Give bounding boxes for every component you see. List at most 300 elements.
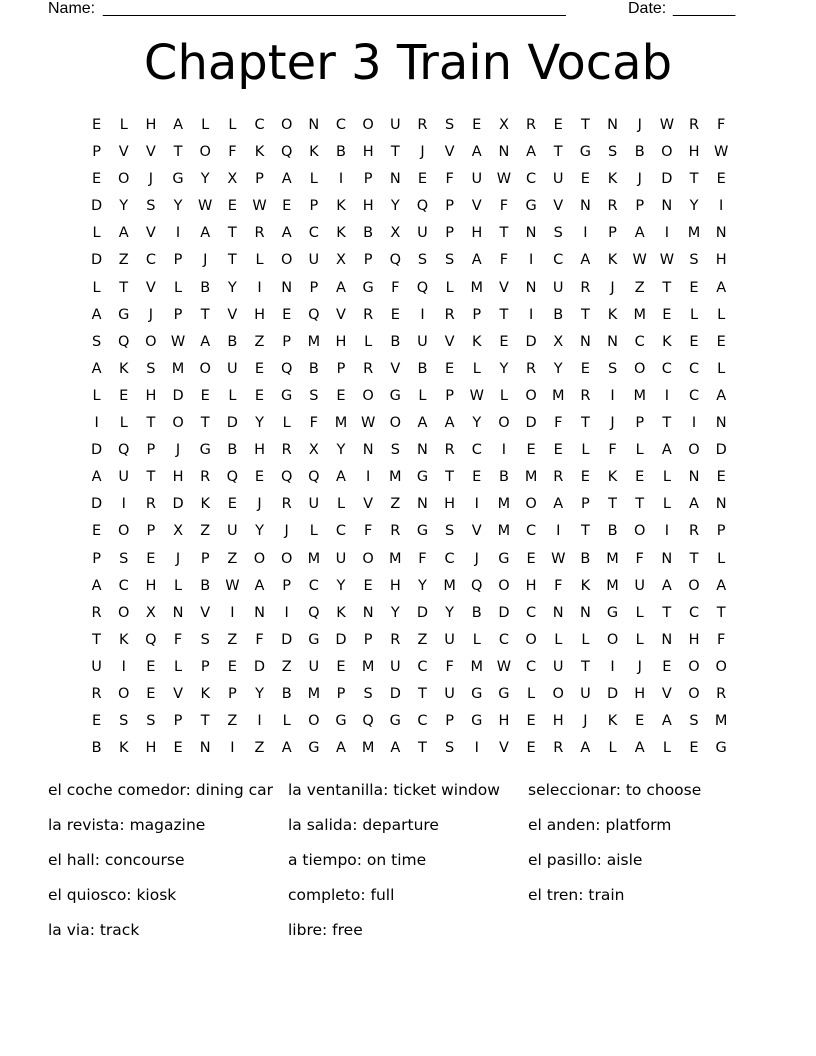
grid-letter[interactable]: X [145, 604, 156, 621]
grid-letter[interactable]: P [608, 225, 617, 242]
grid-letter[interactable]: U [308, 658, 320, 675]
grid-letter[interactable]: O [525, 387, 537, 404]
grid-letter[interactable]: L [174, 658, 183, 675]
grid-letter[interactable]: B [200, 279, 211, 296]
grid-letter[interactable]: P [92, 550, 101, 567]
grid-letter[interactable]: P [146, 523, 156, 540]
grid-letter[interactable]: M [307, 550, 321, 567]
grid-letter[interactable]: J [583, 713, 588, 730]
grid-letter[interactable]: F [309, 415, 318, 432]
grid-letter[interactable]: M [171, 360, 185, 377]
grid-letter[interactable]: L [635, 604, 644, 621]
grid-letter[interactable]: Q [308, 306, 320, 323]
grid-letter[interactable]: I [610, 387, 615, 404]
grid-letter[interactable]: E [689, 333, 699, 350]
grid-letter[interactable]: G [308, 740, 320, 757]
grid-letter[interactable]: A [444, 415, 455, 432]
grid-letter[interactable]: B [281, 685, 292, 702]
grid-letter[interactable]: G [362, 279, 374, 296]
grid-letter[interactable]: E [526, 442, 536, 459]
grid-letter[interactable]: Y [255, 523, 264, 540]
grid-letter[interactable]: I [94, 415, 99, 432]
grid-letter[interactable]: L [527, 685, 536, 702]
grid-letter[interactable]: T [146, 415, 156, 432]
grid-letter[interactable]: O [552, 685, 564, 702]
grid-letter[interactable]: O [199, 144, 211, 161]
grid-letter[interactable]: O [688, 442, 700, 459]
grid-letter[interactable]: R [145, 496, 156, 513]
grid-letter[interactable]: W [360, 415, 376, 432]
grid-letter[interactable]: A [661, 442, 672, 459]
grid-letter[interactable]: E [662, 658, 672, 675]
grid-letter[interactable]: H [444, 496, 456, 513]
grid-letter[interactable]: L [608, 740, 617, 757]
grid-letter[interactable]: E [662, 306, 672, 323]
grid-letter[interactable]: O [688, 577, 700, 594]
grid-letter[interactable]: N [417, 496, 428, 513]
grid-letter[interactable]: O [633, 523, 646, 540]
grid-letter[interactable]: N [579, 198, 591, 215]
grid-letter[interactable]: O [661, 144, 673, 161]
grid-letter[interactable]: R [444, 442, 455, 459]
grid-letter[interactable]: V [145, 225, 156, 242]
grid-letter[interactable]: O [525, 631, 537, 648]
grid-letter[interactable]: A [689, 496, 699, 513]
grid-letter[interactable]: T [580, 415, 590, 432]
grid-letter[interactable]: U [444, 631, 455, 648]
grid-letter[interactable]: K [336, 198, 346, 215]
grid-letter[interactable]: H [715, 252, 727, 269]
grid-letter[interactable]: L [472, 360, 481, 377]
grid-letter[interactable]: T [227, 225, 237, 242]
grid-letter[interactable]: G [389, 713, 401, 730]
grid-letter[interactable]: C [335, 117, 347, 133]
grid-letter[interactable]: H [498, 713, 510, 730]
grid-letter[interactable]: A [661, 577, 672, 594]
grid-letter[interactable]: M [633, 306, 646, 323]
grid-letter[interactable]: N [552, 604, 564, 621]
grid-letter[interactable]: H [145, 387, 157, 404]
grid-letter[interactable]: N [254, 604, 265, 621]
grid-letter[interactable]: E [472, 469, 482, 486]
grid-letter[interactable]: O [688, 685, 700, 702]
grid-letter[interactable]: R [580, 387, 591, 404]
grid-letter[interactable]: Y [173, 198, 183, 215]
grid-letter[interactable]: N [607, 333, 618, 350]
grid-letter[interactable]: T [689, 550, 699, 567]
grid-letter[interactable]: V [498, 740, 509, 757]
grid-letter[interactable]: Y [445, 604, 455, 621]
grid-letter[interactable]: E [526, 550, 536, 567]
grid-letter[interactable]: V [227, 306, 238, 323]
grid-letter[interactable]: T [173, 144, 183, 161]
grid-letter[interactable]: F [717, 631, 726, 648]
grid-letter[interactable]: H [389, 577, 401, 594]
grid-letter[interactable]: Y [200, 171, 210, 188]
grid-letter[interactable]: V [200, 604, 211, 621]
grid-letter[interactable]: F [445, 658, 454, 675]
grid-letter[interactable]: Y [255, 415, 264, 432]
grid-letter[interactable]: T [580, 306, 590, 323]
grid-letter[interactable]: D [90, 442, 103, 459]
grid-letter[interactable]: A [281, 171, 292, 188]
grid-letter[interactable]: M [361, 740, 375, 757]
grid-letter[interactable]: G [498, 550, 510, 567]
grid-letter[interactable]: L [581, 631, 590, 648]
grid-letter[interactable]: R [688, 117, 700, 133]
grid-letter[interactable]: I [257, 713, 262, 730]
grid-letter[interactable]: S [445, 252, 455, 269]
grid-letter[interactable]: C [417, 658, 428, 675]
grid-letter[interactable]: N [199, 740, 211, 757]
grid-letter[interactable]: T [580, 523, 590, 540]
grid-letter[interactable]: M [470, 279, 484, 296]
grid-letter[interactable]: I [121, 496, 126, 513]
name-field-line[interactable]: ____________________________________________________ [103, 0, 566, 17]
grid-letter[interactable]: Q [389, 252, 401, 269]
grid-letter[interactable]: M [551, 387, 565, 404]
grid-letter[interactable]: U [417, 225, 428, 242]
grid-letter[interactable]: I [664, 225, 669, 242]
grid-letter[interactable]: L [418, 387, 427, 404]
grid-letter[interactable]: T [689, 171, 699, 188]
grid-letter[interactable]: U [552, 171, 564, 188]
grid-letter[interactable]: I [230, 604, 235, 621]
grid-letter[interactable]: B [498, 469, 509, 486]
grid-letter[interactable]: R [390, 523, 401, 540]
grid-letter[interactable]: T [119, 279, 129, 296]
grid-letter[interactable]: O [280, 550, 293, 567]
grid-letter[interactable]: A [661, 713, 672, 730]
grid-letter[interactable]: D [172, 496, 184, 513]
grid-letter[interactable]: R [91, 685, 102, 702]
grid-letter[interactable]: T [580, 117, 590, 133]
grid-letter[interactable]: E [580, 360, 590, 377]
grid-letter[interactable]: C [526, 171, 537, 188]
grid-letter[interactable]: V [118, 144, 129, 161]
grid-letter[interactable]: N [661, 631, 673, 648]
grid-letter[interactable]: N [579, 604, 591, 621]
grid-letter[interactable]: W [225, 577, 240, 594]
grid-letter[interactable]: V [471, 198, 482, 215]
grid-letter[interactable]: M [497, 496, 511, 513]
grid-letter[interactable]: A [254, 577, 265, 594]
grid-letter[interactable]: Q [145, 631, 157, 648]
grid-letter[interactable]: H [254, 306, 265, 323]
grid-letter[interactable]: E [580, 469, 590, 486]
grid-letter[interactable]: K [336, 604, 346, 621]
grid-letter[interactable]: C [471, 442, 482, 459]
grid-letter[interactable]: I [528, 252, 534, 269]
grid-letter[interactable]: R [363, 306, 374, 323]
grid-letter[interactable]: A [200, 225, 211, 242]
grid-letter[interactable]: U [552, 279, 564, 296]
grid-letter[interactable]: A [91, 306, 102, 323]
grid-letter[interactable]: H [335, 333, 347, 350]
grid-letter[interactable]: C [553, 252, 564, 269]
grid-letter[interactable]: U [118, 469, 130, 486]
grid-letter[interactable]: H [688, 631, 700, 648]
grid-letter[interactable]: N [661, 198, 673, 215]
grid-letter[interactable]: T [608, 496, 617, 513]
grid-letter[interactable]: N [362, 442, 374, 459]
grid-letter[interactable]: Z [227, 713, 238, 730]
grid-letter[interactable]: W [496, 658, 512, 675]
grid-letter[interactable]: L [499, 387, 508, 404]
grid-letter[interactable]: R [553, 740, 564, 757]
grid-letter[interactable]: T [662, 415, 672, 432]
grid-letter[interactable]: B [553, 306, 564, 323]
grid-letter[interactable]: E [146, 685, 156, 702]
grid-letter[interactable]: T [662, 279, 672, 296]
grid-letter[interactable]: E [553, 442, 563, 459]
grid-letter[interactable]: W [170, 333, 186, 350]
grid-letter[interactable]: D [498, 604, 510, 621]
grid-letter[interactable]: G [199, 442, 211, 459]
grid-letter[interactable]: M [524, 469, 538, 486]
grid-letter[interactable]: V [444, 144, 455, 161]
grid-letter[interactable]: T [580, 658, 590, 675]
grid-letter[interactable]: H [145, 577, 157, 594]
grid-letter[interactable]: F [554, 415, 563, 432]
grid-letter[interactable]: I [175, 225, 181, 242]
grid-letter[interactable]: E [689, 740, 699, 757]
grid-letter[interactable]: T [200, 306, 210, 323]
grid-letter[interactable]: K [472, 333, 482, 350]
grid-letter[interactable]: G [389, 387, 401, 404]
grid-letter[interactable]: D [281, 631, 293, 648]
grid-letter[interactable]: Y [119, 198, 129, 215]
grid-letter[interactable]: O [498, 577, 510, 594]
grid-letter[interactable]: T [390, 144, 400, 161]
grid-letter[interactable]: D [90, 252, 103, 269]
grid-letter[interactable]: E [445, 360, 455, 377]
grid-letter[interactable]: S [445, 740, 455, 757]
grid-letter[interactable]: A [173, 117, 183, 133]
grid-letter[interactable]: L [581, 442, 590, 459]
grid-letter[interactable]: P [200, 550, 210, 567]
grid-letter[interactable]: Q [118, 333, 130, 350]
grid-letter[interactable]: A [281, 225, 292, 242]
grid-letter[interactable]: T [553, 144, 563, 161]
grid-letter[interactable]: L [717, 550, 726, 567]
grid-letter[interactable]: A [716, 577, 727, 594]
grid-letter[interactable]: L [228, 387, 237, 404]
grid-letter[interactable]: M [361, 658, 375, 675]
grid-letter[interactable]: F [445, 171, 454, 188]
grid-letter[interactable]: B [471, 604, 482, 621]
grid-letter[interactable]: X [390, 225, 401, 242]
grid-letter[interactable]: N [525, 225, 537, 242]
grid-letter[interactable]: L [282, 713, 291, 730]
grid-letter[interactable]: S [689, 252, 699, 269]
grid-letter[interactable]: A [91, 469, 102, 486]
grid-letter[interactable]: L [445, 279, 454, 296]
grid-letter[interactable]: U [227, 523, 238, 540]
grid-letter[interactable]: U [552, 658, 564, 675]
grid-letter[interactable]: B [417, 360, 428, 377]
grid-letter[interactable]: D [525, 415, 537, 432]
grid-letter[interactable]: D [715, 442, 727, 459]
grid-letter[interactable]: P [336, 360, 346, 377]
grid-letter[interactable]: W [551, 550, 566, 567]
grid-letter[interactable]: A [716, 279, 727, 296]
grid-letter[interactable]: B [227, 442, 238, 459]
grid-letter[interactable]: L [282, 415, 291, 432]
grid-letter[interactable]: U [634, 577, 646, 594]
grid-letter[interactable]: O [199, 360, 211, 377]
grid-letter[interactable]: I [284, 604, 289, 621]
grid-letter[interactable]: R [553, 469, 564, 486]
grid-letter[interactable]: R [526, 360, 537, 377]
grid-letter[interactable]: A [634, 740, 645, 757]
grid-letter[interactable]: L [201, 117, 210, 133]
grid-letter[interactable]: L [662, 496, 671, 513]
grid-letter[interactable]: P [282, 577, 292, 594]
grid-letter[interactable]: O [362, 550, 374, 567]
grid-letter[interactable]: R [526, 117, 537, 133]
grid-letter[interactable]: A [336, 740, 346, 757]
grid-letter[interactable]: F [499, 252, 509, 269]
grid-letter[interactable]: B [580, 550, 591, 567]
grid-letter[interactable]: O [715, 658, 727, 675]
grid-letter[interactable]: N [661, 550, 673, 567]
grid-letter[interactable]: O [606, 631, 619, 648]
grid-letter[interactable]: V [471, 523, 482, 540]
grid-letter[interactable]: Z [254, 740, 265, 757]
grid-letter[interactable]: F [554, 577, 563, 594]
grid-letter[interactable]: O [633, 360, 646, 377]
grid-letter[interactable]: I [366, 469, 371, 486]
grid-letter[interactable]: Q [280, 469, 293, 486]
grid-letter[interactable]: J [637, 117, 642, 133]
grid-letter[interactable]: B [634, 144, 645, 161]
grid-letter[interactable]: N [172, 604, 184, 621]
grid-letter[interactable]: W [469, 387, 484, 404]
grid-letter[interactable]: Z [227, 631, 238, 648]
grid-letter[interactable]: K [607, 713, 618, 730]
grid-letter[interactable]: O [118, 523, 130, 540]
grid-letter[interactable]: O [280, 252, 293, 269]
grid-letter[interactable]: C [498, 631, 509, 648]
grid-letter[interactable]: P [445, 713, 454, 730]
grid-letter[interactable]: C [254, 117, 265, 133]
grid-letter[interactable]: L [92, 279, 101, 296]
grid-letter[interactable]: E [716, 469, 726, 486]
grid-letter[interactable]: S [363, 685, 373, 702]
grid-letter[interactable]: T [146, 469, 156, 486]
grid-letter[interactable]: F [608, 442, 617, 459]
grid-letter[interactable]: A [553, 496, 564, 513]
grid-letter[interactable]: G [606, 604, 619, 621]
grid-letter[interactable]: F [391, 279, 400, 296]
grid-letter[interactable]: V [661, 685, 672, 702]
grid-letter[interactable]: C [335, 523, 347, 540]
grid-letter[interactable]: S [200, 631, 210, 648]
grid-letter[interactable]: M [606, 550, 619, 567]
grid-letter[interactable]: X [227, 171, 238, 188]
grid-letter[interactable]: H [525, 577, 537, 594]
grid-letter[interactable]: G [471, 713, 483, 730]
grid-letter[interactable]: E [254, 360, 265, 377]
grid-letter[interactable]: W [659, 252, 675, 269]
grid-letter[interactable]: C [145, 252, 156, 269]
grid-letter[interactable]: Z [281, 658, 292, 675]
grid-letter[interactable]: P [200, 658, 210, 675]
grid-letter[interactable]: L [309, 171, 318, 188]
grid-letter[interactable]: J [148, 171, 154, 188]
grid-letter[interactable]: L [228, 117, 237, 133]
grid-letter[interactable]: A [580, 740, 591, 757]
grid-letter[interactable]: P [635, 198, 645, 215]
grid-letter[interactable]: P [309, 279, 319, 296]
grid-letter[interactable]: Y [336, 577, 346, 594]
grid-letter[interactable]: M [443, 577, 456, 594]
grid-letter[interactable]: D [90, 198, 103, 215]
grid-letter[interactable]: P [255, 171, 264, 188]
grid-letter[interactable]: T [445, 469, 455, 486]
grid-letter[interactable]: Y [255, 685, 264, 702]
grid-letter[interactable]: V [444, 333, 455, 350]
grid-letter[interactable]: O [525, 496, 537, 513]
grid-letter[interactable]: U [308, 252, 320, 269]
grid-letter[interactable]: M [497, 523, 511, 540]
grid-letter[interactable]: E [499, 333, 509, 350]
grid-letter[interactable]: B [390, 333, 401, 350]
grid-letter[interactable]: N [715, 496, 727, 513]
grid-letter[interactable]: Z [227, 550, 238, 567]
grid-letter[interactable]: T [92, 631, 101, 648]
grid-letter[interactable]: V [363, 496, 374, 513]
grid-letter[interactable]: I [719, 198, 724, 215]
grid-letter[interactable]: D [416, 604, 429, 621]
grid-letter[interactable]: O [498, 415, 510, 432]
grid-letter[interactable]: O [118, 604, 130, 621]
grid-letter[interactable]: S [119, 713, 129, 730]
grid-letter[interactable]: H [172, 469, 184, 486]
grid-letter[interactable]: N [715, 415, 727, 432]
grid-letter[interactable]: O [389, 415, 401, 432]
grid-letter[interactable]: X [336, 252, 346, 269]
grid-letter[interactable]: L [472, 631, 481, 648]
grid-letter[interactable]: N [525, 279, 537, 296]
grid-letter[interactable]: J [637, 658, 642, 675]
grid-letter[interactable]: E [254, 387, 265, 404]
grid-letter[interactable]: L [92, 387, 101, 404]
grid-letter[interactable]: Q [471, 577, 483, 594]
grid-letter[interactable]: P [309, 198, 319, 215]
grid-letter[interactable]: A [200, 333, 211, 350]
grid-letter[interactable]: J [203, 252, 208, 269]
grid-letter[interactable]: S [607, 360, 618, 377]
grid-letter[interactable]: T [227, 252, 237, 269]
grid-letter[interactable]: J [610, 415, 615, 432]
grid-letter[interactable]: V [173, 685, 183, 702]
grid-letter[interactable]: G [416, 469, 429, 486]
grid-letter[interactable]: S [445, 523, 455, 540]
grid-letter[interactable]: D [661, 171, 673, 188]
grid-letter[interactable]: K [254, 144, 265, 161]
grid-letter[interactable]: U [389, 117, 401, 133]
grid-letter[interactable]: J [610, 279, 615, 296]
grid-letter[interactable]: S [91, 333, 102, 350]
grid-letter[interactable]: D [172, 387, 184, 404]
grid-letter[interactable]: B [363, 225, 374, 242]
grid-letter[interactable]: L [717, 360, 726, 377]
grid-letter[interactable]: K [118, 740, 129, 757]
grid-letter[interactable]: T [499, 225, 509, 242]
grid-letter[interactable]: U [335, 550, 347, 567]
